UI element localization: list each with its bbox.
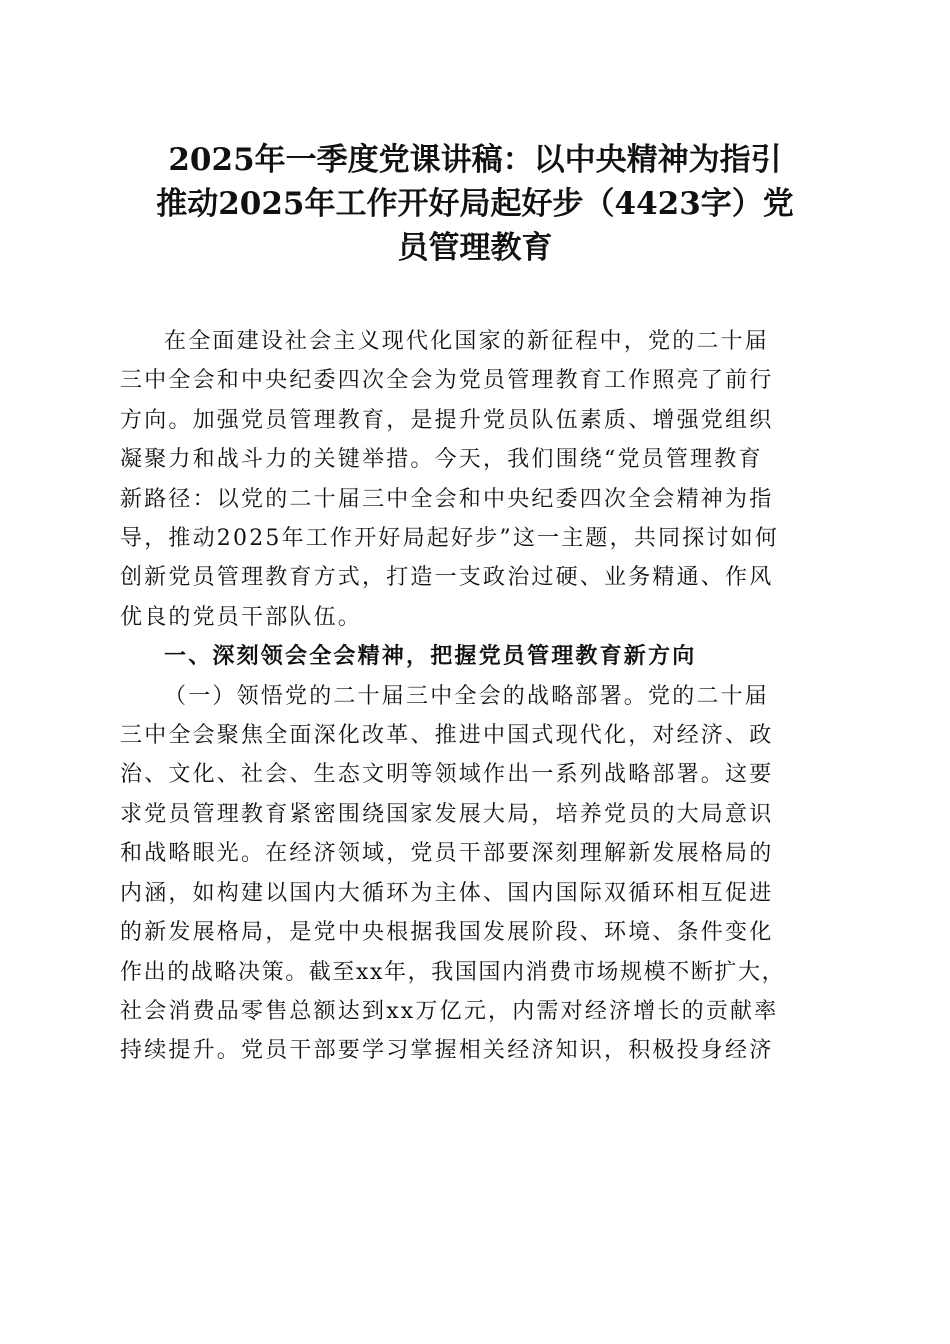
section-paragraph — [120, 677, 825, 1071]
text-line: 新路径：以党的二十届三中全会和中央纪委四次全会精神为指 — [120, 486, 774, 512]
text-line: 社会消费品零售总额达到xx万亿元，内需对经济增长的贡献率 — [120, 998, 779, 1024]
text-line: 创新党员管理教育方式，打造一支政治过硬、业务精通、作风 — [120, 565, 774, 591]
text-line: 内涵，如构建以国内大循环为主体、国内国际双循环相互促进 — [120, 880, 774, 906]
intro-paragraph — [120, 322, 825, 637]
title-line: 推动2025年工作开好局起好步（4423字）党 — [156, 186, 794, 222]
text-line: 作出的战略决策。截至xx年，我国国内消费市场规模不断扩大， — [120, 959, 786, 985]
text-line: 持续提升。党员干部要学习掌握相关经济知识，积极投身经济 — [120, 1038, 774, 1064]
text-line: （一）领悟党的二十届三中全会的战略部署。党的二十届 — [164, 683, 770, 709]
text-line: 导，推动2025年工作开好局起好步”这一主题，共同探讨如何 — [120, 526, 780, 552]
section-heading: 一、深刻领会全会精神，把握党员管理教育新方向 — [164, 643, 697, 670]
text-line: 治、文化、社会、生态文明等领域作出一系列战略部署。这要 — [120, 762, 774, 788]
text-line: 方向。加强党员管理教育，是提升党员队伍素质、增强党组织 — [120, 407, 774, 433]
text-line: 优良的党员干部队伍。 — [120, 604, 363, 630]
text-line: 在全面建设社会主义现代化国家的新征程中，党的二十届 — [164, 329, 770, 354]
document-body — [120, 322, 825, 1071]
text-line: 三中全会聚焦全面深化改革、推进中国式现代化，对经济、政 — [120, 723, 774, 749]
title-line: 员管理教育 — [397, 230, 553, 266]
text-line: 和战略眼光。在经济领域，党员干部要深刻理解新发展格局的 — [120, 841, 774, 867]
title-line: 2025年一季度党课讲稿：以中央精神为指引 — [168, 142, 782, 178]
text-line: 的新发展格局，是党中央根据我国发展阶段、环境、条件变化 — [120, 920, 774, 946]
text-line: 求党员管理教育紧密围绕国家发展大局，培养党员的大局意识 — [120, 801, 774, 827]
text-line: 凝聚力和战斗力的关键举措。今天，我们围绕“党员管理教育 — [120, 447, 763, 473]
text-line: 三中全会和中央纪委四次全会为党员管理教育工作照亮了前行 — [120, 368, 774, 394]
document-title — [110, 138, 840, 270]
